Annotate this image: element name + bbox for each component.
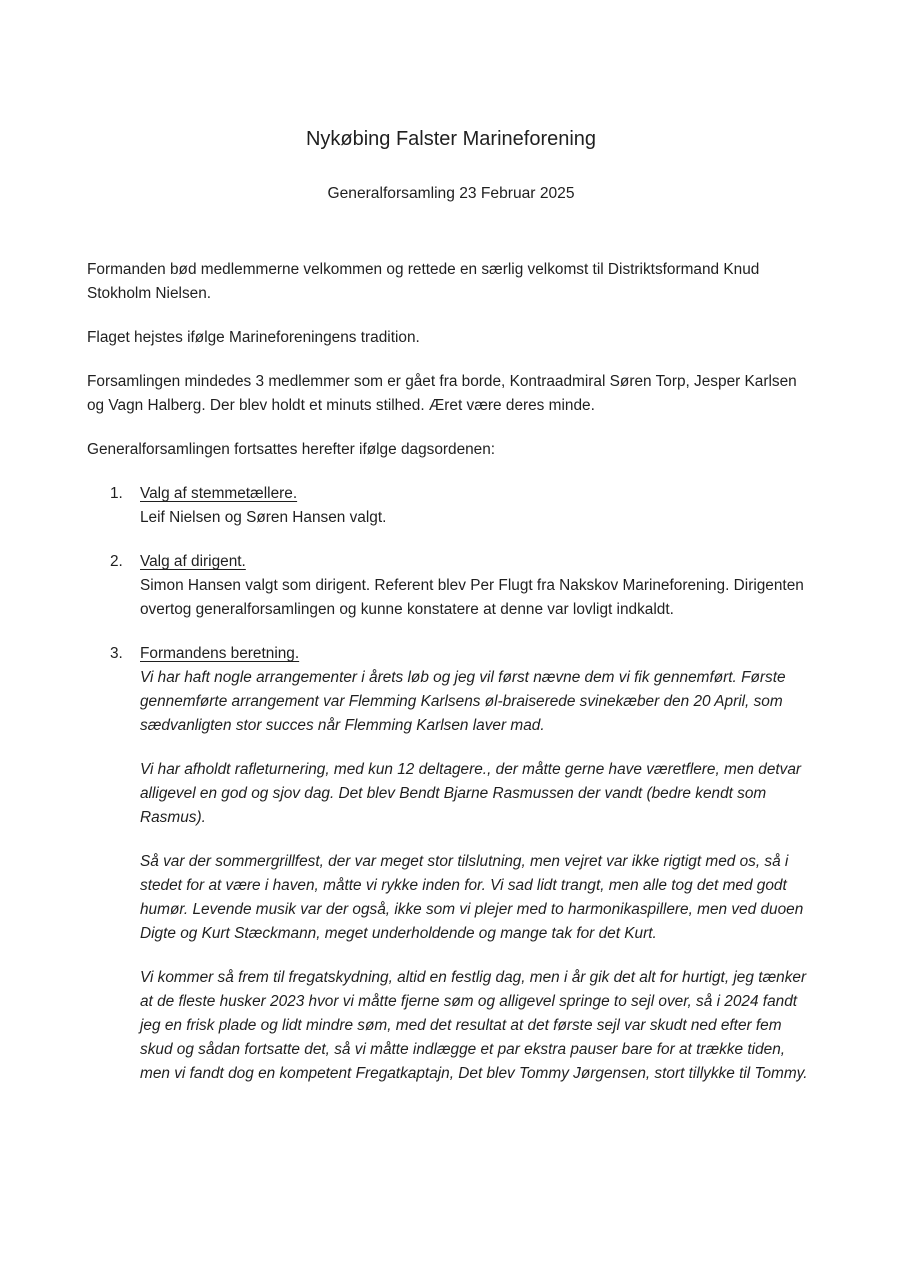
document-title: Nykøbing Falster Marineforening bbox=[305, 128, 597, 150]
agenda-item-stemmetaellere bbox=[87, 482, 815, 530]
intro-paragraph-welcome: Formanden bød medlemmerne velkommen og rettede en særlig velkomst til Distriktsformand Knud Stokholm Nielsen. bbox=[87, 261, 760, 302]
agenda-item-number: 3. bbox=[110, 645, 123, 662]
agenda-item-paragraph: Leif Nielsen og Søren Hansen valgt. bbox=[140, 509, 387, 526]
agenda-list bbox=[87, 482, 815, 1086]
intro-paragraph-agenda-lead: Generalforsamlingen fortsattes herefter ifølge dagsordenen: bbox=[87, 441, 496, 458]
agenda-item-heading: Valg af dirigent. bbox=[140, 553, 246, 570]
agenda-item-body bbox=[140, 642, 815, 1086]
agenda-item-heading: Formandens beretning. bbox=[140, 645, 300, 662]
agenda-item-paragraph-rafleturnering: Vi har afholdt rafleturnering, med kun 12 deltagere., der måtte gerne have væretflere, men detvar alligevel en god og sjov dag. Det blev Bendt Bjarne Rasmussen der vandt (bedre kendt som Rasmus). bbox=[140, 761, 802, 826]
agenda-item-paragraph-sommergrillfest: Så var der sommergrillfest, der var meget stor tilslutning, men vejret var ikke rigtigt med os, så i stedet for at være i haven, måtte vi rykke inden for. Vi sad lidt trangt, men alle tog det med godt humør. Levende musik var der også, ikke som vi plejer med to harmonikaspillere, men ved duoen Digte og Kurt Stæckmann, meget underholdende og mange tak for det Kurt. bbox=[140, 853, 804, 942]
agenda-item-formandens-beretning bbox=[87, 642, 815, 1086]
agenda-item-number: 2. bbox=[110, 553, 123, 570]
agenda-item-paragraph-arrangementer: Vi har haft nogle arrangementer i årets løb og jeg vil først nævne dem vi fik gennemført. Første gennemførte arrangement var Flemming Karlsens øl-braiserede svinekæber den 20 April, som sædvanligten stor succes når Flemming Karlsen laver mad. bbox=[140, 669, 786, 734]
agenda-item-paragraph-fregatskydning: Vi kommer så frem til fregatskydning, altid en festlig dag, men i år gik det alt for hurtigt, jeg tænker at de fleste husker 2023 hvor vi måtte fjerne søm og alligevel springe to sejl over, så i 2024 fandt jeg en frisk plade og lidt mindre søm, med det resultat at det første sejl var skudt ned efter fem skud og sådan fortsatte det, så vi måtte indlægge et par ekstra pauser bare for at trække tiden, men vi fandt dog en kompetent Fregatkaptajn, Det blev Tommy Jørgensen, stort tillykke til Tommy. bbox=[140, 969, 808, 1082]
intro-paragraph-memorial: Forsamlingen mindedes 3 medlemmer som er gået fra borde, Kontraadmiral Søren Torp, Jesper Karlsen og Vagn Halberg. Der blev holdt et minuts stilhed. Æret være deres minde. bbox=[87, 373, 797, 414]
agenda-item-paragraph: Simon Hansen valgt som dirigent. Referent blev Per Flugt fra Nakskov Marineforening. Dirigenten overtog generalforsamlingen og kunne konstatere at denne var lovligt indkaldt. bbox=[140, 577, 804, 618]
agenda-item-dirigent bbox=[87, 550, 815, 622]
document-subtitle: Generalforsamling 23 Februar 2025 bbox=[327, 185, 575, 202]
intro-paragraph-flag: Flaget hejstes ifølge Marineforeningens tradition. bbox=[87, 329, 420, 346]
agenda-item-heading: Valg af stemmetællere. bbox=[140, 485, 298, 502]
agenda-item-number: 1. bbox=[110, 485, 123, 502]
agenda-item-body bbox=[140, 482, 815, 530]
agenda-item-body bbox=[140, 550, 815, 622]
